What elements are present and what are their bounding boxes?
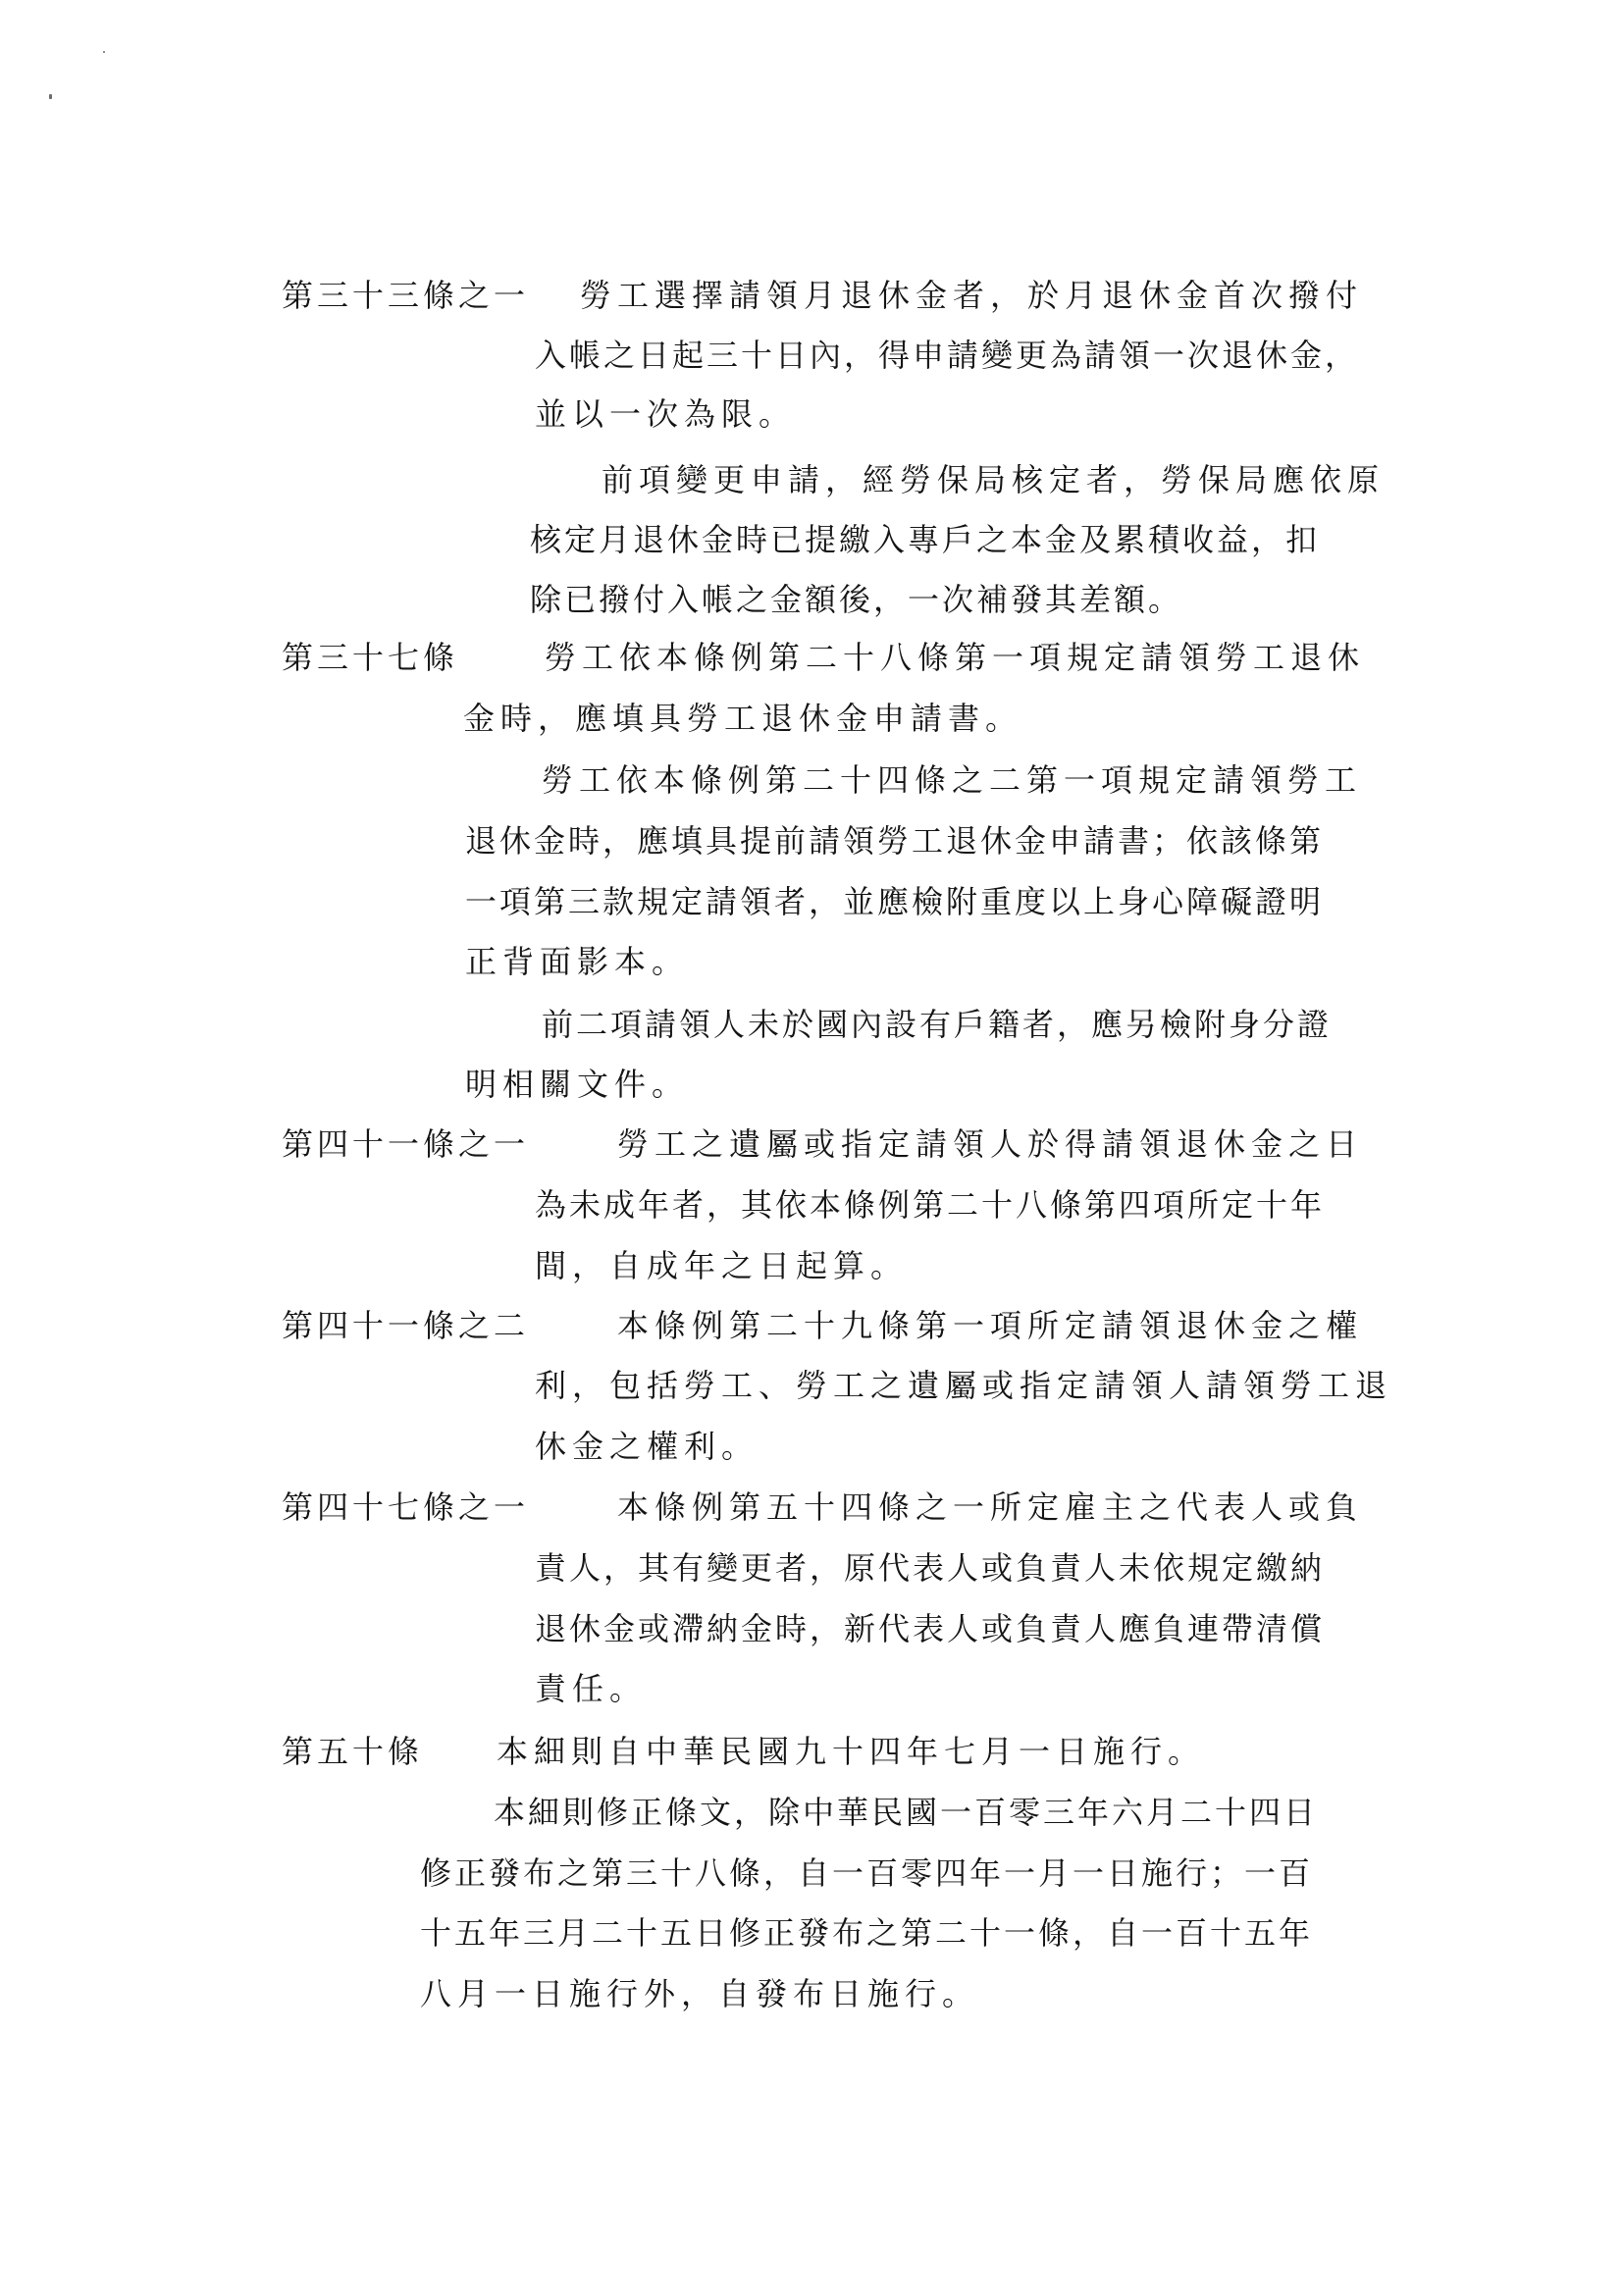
article-heading: 第四十一條之一: [282, 1125, 530, 1163]
article-text-line: 退休金或滯納金時，新代表人或負責人應負連帶清償: [535, 1610, 1326, 1647]
article-text-line: 前項變更申請，經勞保局核定者，勞保局應依原: [602, 461, 1386, 498]
article-text-line: 勞工依本條例第二十八條第一項規定請領勞工退休: [545, 639, 1366, 676]
article-heading: 第三十三條之一: [282, 277, 530, 314]
article-heading: 第四十一條之二: [282, 1307, 530, 1344]
article-text-line: 休金之權利。: [535, 1428, 759, 1465]
article-text-line: 本條例第五十四條之一所定雇主之代表人或負: [617, 1488, 1364, 1526]
article-text-line: 核定月退休金時已提繳入專戶之本金及累積收益，扣: [530, 521, 1321, 558]
article-text-line: 前二項請領人未於國內設有戶籍者，應另檢附身分證: [542, 1006, 1333, 1043]
article-text-line: 退休金時，應填具提前請領勞工退休金申請書；依該條第: [465, 822, 1325, 860]
article-text-line: 本條例第二十九條第一項所定請領退休金之權: [617, 1307, 1364, 1344]
article-text-line: 八月一日施行外，自發布日施行。: [420, 1975, 980, 2012]
article-text-line: 除已撥付入帳之金額後，一次補發其差額。: [530, 581, 1183, 618]
article-heading: 第三十七條: [282, 639, 459, 676]
article-heading: 第五十條: [282, 1733, 424, 1770]
article-text-line: 勞工選擇請領月退休金者，於月退休金首次撥付: [580, 277, 1364, 314]
article-text-line: 明相關文件。: [465, 1066, 690, 1103]
article-text-line: 勞工之遺屬或指定請領人於得請領退休金之日: [617, 1125, 1364, 1163]
article-text-line: 間，自成年之日起算。: [535, 1247, 909, 1284]
article-text-line: 為未成年者，其依本條例第二十八條第四項所定十年: [535, 1186, 1326, 1224]
article-heading: 第四十七條之一: [282, 1488, 530, 1526]
article-text-line: 修正發布之第三十八條，自一百零四年一月一日施行；一百: [420, 1854, 1314, 1892]
article-text-line: 利，包括勞工、勞工之遺屬或指定請領人請領勞工退: [535, 1367, 1393, 1404]
article-text-line: 十五年三月二十五日修正發布之第二十一條，自一百十五年: [420, 1914, 1314, 1952]
article-text-line: 本細則修正條文，除中華民國一百零三年六月二十四日: [494, 1794, 1319, 1831]
scan-speck: [49, 94, 52, 99]
article-text-line: 正背面影本。: [465, 943, 690, 980]
article-text-line: 金時，應填具勞工退休金申請書。: [463, 700, 1023, 737]
article-text-line: 一項第三款規定請領者，並應檢附重度以上身心障礙證明: [465, 883, 1325, 920]
article-text-line: 責任。: [535, 1670, 648, 1707]
article-text-line: 並以一次為限。: [535, 395, 797, 433]
article-text-line: 勞工依本條例第二十四條之二第一項規定請領勞工: [542, 761, 1363, 799]
article-text-line: 責人，其有變更者，原代表人或負責人未依規定繳納: [535, 1549, 1326, 1587]
article-text-line: 本細則自中華民國九十四年七月一日施行。: [497, 1733, 1206, 1770]
article-text-line: 入帳之日起三十日內，得申請變更為請領一次退休金，: [535, 337, 1360, 374]
scan-speck: [103, 51, 105, 53]
